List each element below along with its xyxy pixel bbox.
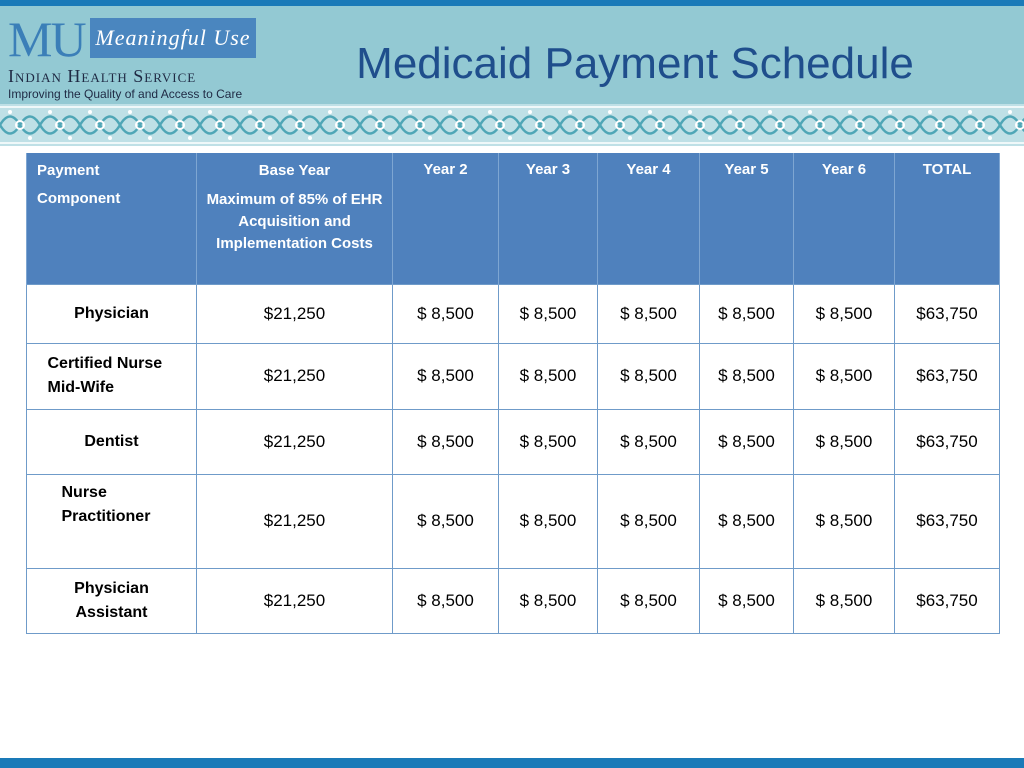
decorative-pattern-band [0,104,1024,146]
header-year4: Year 4 [598,153,700,284]
cell-year3: $ 8,500 [499,343,598,409]
cell-year2: $ 8,500 [393,343,499,409]
cell-year6: $ 8,500 [794,284,895,343]
cell-base-year: $21,250 [197,284,393,343]
cell-year3: $ 8,500 [499,409,598,474]
cell-year2: $ 8,500 [393,284,499,343]
cell-year4: $ 8,500 [598,409,700,474]
cell-year6: $ 8,500 [794,474,895,568]
cell-base-year: $21,250 [197,409,393,474]
header-payment-component [27,153,197,284]
cell-base-year: $21,250 [197,568,393,633]
table-row [27,474,1000,568]
cell-year5: $ 8,500 [700,343,794,409]
logo-org-name: Indian Health Service [8,66,197,86]
cell-year5: $ 8,500 [700,568,794,633]
table-header-row [27,153,1000,284]
cell-total: $63,750 [895,343,1000,409]
cell-year5: $ 8,500 [700,474,794,568]
cell-total: $63,750 [895,474,1000,568]
cell-year3: $ 8,500 [499,284,598,343]
row-role: Dentist [27,409,197,474]
header-total: TOTAL [895,153,1000,284]
header-band [0,6,1024,104]
header-year3: Year 3 [499,153,598,284]
pattern-border-icon [0,104,1024,146]
row-role-cell [27,474,197,568]
header-base-year-note: Maximum of 85% of EHR Acquisition and Implementation Costs [206,191,383,252]
cell-year6: $ 8,500 [794,343,895,409]
row-role: Physician [27,284,197,343]
logo-tagline: Improving the Quality of and Access to Care [8,87,243,101]
table-row [27,284,1000,343]
cell-year4: $ 8,500 [598,284,700,343]
bottom-accent-strip [0,758,1024,768]
cell-base-year: $21,250 [197,474,393,568]
cell-total: $63,750 [895,409,1000,474]
row-role-cell [27,568,197,633]
cell-year3: $ 8,500 [499,568,598,633]
page-title: Medicaid Payment Schedule [356,39,914,88]
logo-meaningful-use: Meaningful Use [90,18,256,58]
cell-total: $63,750 [895,284,1000,343]
cell-year2: $ 8,500 [393,409,499,474]
row-role: Nurse Practitioner [61,483,151,525]
header-year6: Year 6 [794,153,895,284]
payment-schedule-table [26,153,1000,634]
table-row [27,568,1000,633]
cell-year5: $ 8,500 [700,284,794,343]
mu-ihs-logo [4,12,262,106]
cell-year6: $ 8,500 [794,568,895,633]
cell-year2: $ 8,500 [393,568,499,633]
table-row [27,409,1000,474]
cell-year6: $ 8,500 [794,409,895,474]
cell-year2: $ 8,500 [393,474,499,568]
row-role: Certified Nurse Mid-Wife [47,355,163,396]
logo-mu-letters: MU [8,11,85,67]
table-row [27,343,1000,409]
header-base-year-label: Base Year [258,162,331,179]
header-base-year [197,153,393,284]
cell-base-year: $21,250 [197,343,393,409]
cell-total: $63,750 [895,568,1000,633]
cell-year4: $ 8,500 [598,568,700,633]
header-year2: Year 2 [393,153,499,284]
header-year5: Year 5 [700,153,794,284]
cell-year5: $ 8,500 [700,409,794,474]
cell-year3: $ 8,500 [499,474,598,568]
cell-year4: $ 8,500 [598,474,700,568]
row-role-cell [27,343,197,409]
cell-year4: $ 8,500 [598,343,700,409]
header-component-line1: Payment [37,162,100,179]
header-component-line2: Component [37,190,121,207]
row-role: Physician Assistant [74,579,149,621]
